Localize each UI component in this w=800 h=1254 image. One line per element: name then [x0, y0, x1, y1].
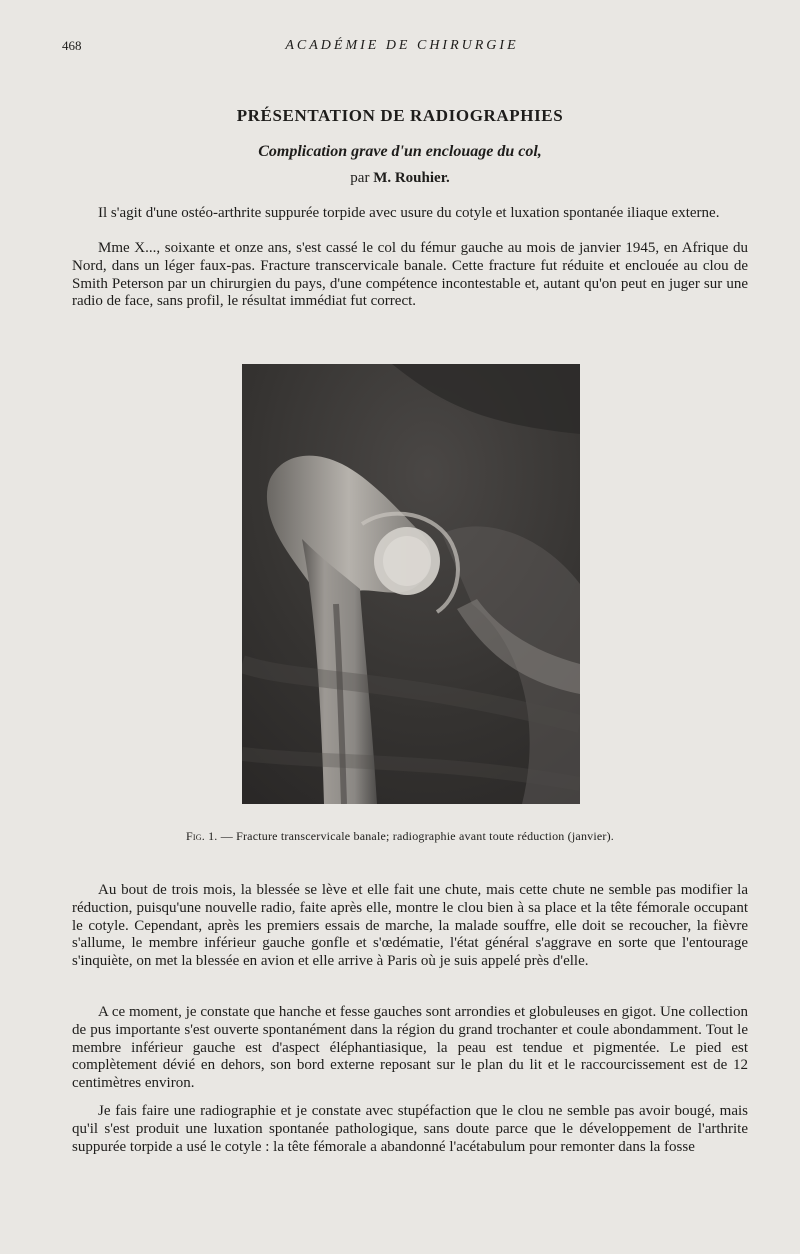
running-head: [62, 38, 742, 58]
paragraph-radiograph: Je fais faire une radiographie et je constate avec stupéfaction que le clou ne semble pas avoir bougé, mais qu'il s'est produit une luxation spontanée pathologique, sans doute parce que le développement de l'arthrite suppurée torpide a usé le cotyle : la tête fémorale a abandonné l'acétabulum pour remonter dans la fosse: [72, 1103, 748, 1155]
radiograph-figure: [242, 364, 580, 804]
figure-label: Fig. 1.: [185, 829, 218, 843]
figure-caption: [0, 829, 800, 844]
article-subtitle: Complication grave d'un enclouage du col,: [258, 143, 542, 160]
byline-prefix: par: [350, 170, 370, 186]
radiograph-image: [242, 364, 580, 804]
journal-title: ACADÉMIE DE CHIRURGIE: [285, 38, 519, 53]
paragraph-examination: A ce moment, je constate que hanche et fesse gauches sont arrondies et globuleuses en gigot. Une collection de pus importante s'est ouverte spontanément dans la région du grand trochanter et coule abondamment. Tout le membre inférieur gauche est d'aspect éléphantiasique, la peau est tendue et pigmentée. Le pied est complètement dévié en dehors, son bord externe reposant sur le plan du lit et le raccourcissement est de 12 centimètres environ.: [72, 1004, 748, 1092]
page-number: 468: [62, 38, 82, 53]
article-title: PRÉSENTATION DE RADIOGRAPHIES: [236, 106, 564, 125]
byline: [0, 170, 800, 187]
figure-caption-text: — Fracture transcervicale banale; radiographie avant toute réduction (janvier).: [220, 829, 614, 843]
author-name: M. Rouhier.: [373, 170, 450, 186]
paragraph-evolution: Au bout de trois mois, la blessée se lève et elle fait une chute, mais cette chute ne semble pas modifier la réduction, puisqu'une nouvelle radio, faite après elle, montre le clou bien à sa place et la tête fémorale occupant le cotyle. Cependant, après les premiers essais de marche, la malade souffre, elle doit se recoucher, la fièvre s'allume, le membre inférieur gauche gonfle et s'œdématie, l'état général s'aggrave en sorte que l'entourage s'inquiète, on met la blessée en avion et elle arrive à Paris où je suis appelé près d'elle.: [72, 882, 748, 970]
paragraph-intro: Il s'agit d'une ostéo-arthrite suppurée torpide avec usure du cotyle et luxation spontanée iliaque externe.: [98, 205, 720, 221]
paragraph-case: Mme X..., soixante et onze ans, s'est cassé le col du fémur gauche au mois de janvier 1945, en Afrique du Nord, dans un léger faux-pas. Fracture transcervicale banale. Cette fracture fut réduite et enclouée au clou de Smith Peterson par un chirurgien du pays, d'une compétence incontestable et, autant qu'on peut en juger sur une radio de face, sans profil, le résultat immédiat fut correct.: [72, 240, 748, 310]
